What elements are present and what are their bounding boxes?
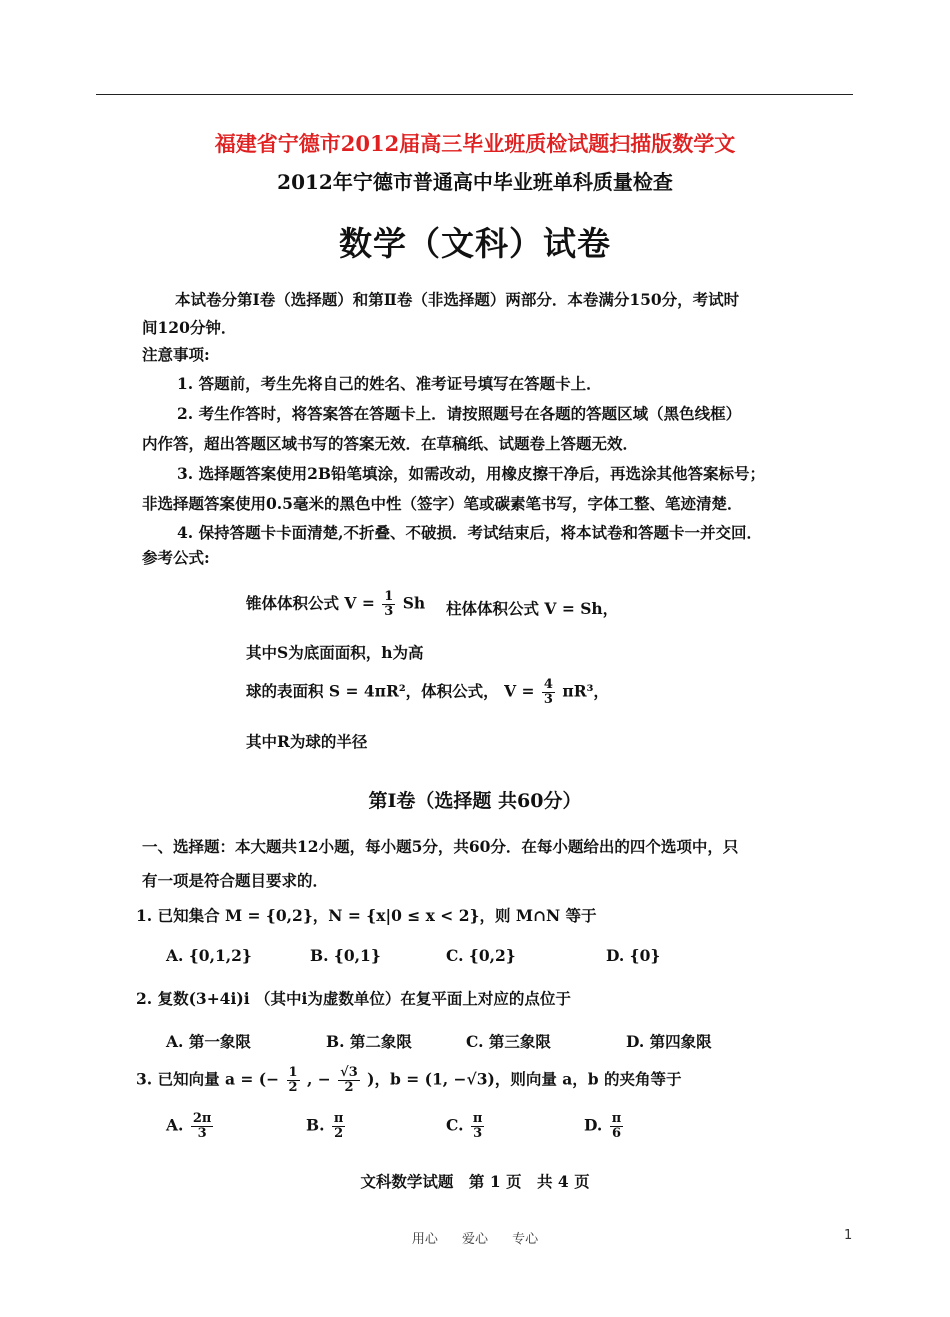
formulas-heading: 参考公式: bbox=[142, 548, 210, 567]
question-3-fraction-1-num: 1 bbox=[288, 1065, 298, 1080]
question-3-option-a bbox=[166, 1112, 215, 1141]
question-3-option-d-label: D. bbox=[584, 1115, 603, 1135]
question-3-option-b-num: π bbox=[333, 1111, 344, 1126]
question-3-option-c-fraction bbox=[471, 1112, 485, 1141]
header-rule bbox=[96, 94, 853, 95]
question-1-option-d: D. {0} bbox=[606, 946, 661, 965]
sphere-label: 球的表面积 S = 4πR²，体积公式， bbox=[246, 681, 499, 701]
volume-fraction bbox=[542, 678, 555, 707]
question-3-fraction-2-den: 2 bbox=[344, 1080, 354, 1095]
question-3-option-c-den: 3 bbox=[473, 1126, 483, 1141]
volume-fraction-den: 3 bbox=[543, 692, 553, 707]
note-item-1: 1. 答题前，考生先将自己的姓名、准考证号填写在答题卡上． bbox=[177, 374, 602, 393]
cone-lhs: V = bbox=[344, 593, 375, 613]
note-item-2a: 2. 考生作答时，将答案答在答题卡上．请按照题号在各题的答题区域（黑色线框） bbox=[177, 404, 742, 423]
question-3-stem bbox=[136, 1066, 682, 1095]
question-1-option-a: A. {0,1,2} bbox=[166, 946, 252, 965]
question-3-option-c-num: π bbox=[472, 1111, 483, 1126]
note-item-2b: 内作答，超出答题区域书写的答案无效．在草稿纸、试题卷上答题无效． bbox=[142, 434, 639, 453]
question-3-option-a-fraction bbox=[191, 1112, 214, 1141]
question-2-stem: 2. 复数(3+4i)i （其中i为虚数单位）在复平面上对应的点位于 bbox=[136, 989, 571, 1008]
section-1-instructions-a: 一、选择题：本大题共12小题，每小题5分，共60分．在每小题给出的四个选项中，只 bbox=[142, 837, 739, 856]
question-3-fraction-1 bbox=[287, 1066, 300, 1095]
exam-page-footer: 文科数学试题 第 1 页 共 4 页 bbox=[360, 1172, 590, 1191]
cone-label: 锥体体积公式 bbox=[246, 593, 340, 613]
page-number: 1 bbox=[844, 1228, 853, 1243]
question-1-option-b: B. {0,1} bbox=[310, 946, 381, 965]
cone-fraction bbox=[382, 590, 395, 619]
exam-subtitle: 2012年宁德市普通高中毕业班单科质量检查 bbox=[277, 170, 673, 194]
question-1-option-c: C. {0,2} bbox=[446, 946, 516, 965]
note-item-3b: 非选择题答案使用0.5毫米的黑色中性（签字）笔或碳素笔书写，字体工整、笔迹清楚． bbox=[142, 494, 743, 513]
cone-fraction-num: 1 bbox=[384, 589, 394, 604]
volume-rhs: πR³， bbox=[562, 681, 609, 701]
question-3-fraction-2-num: √3 bbox=[340, 1065, 358, 1080]
question-3-fraction-1-den: 2 bbox=[288, 1080, 298, 1095]
cylinder-formula: 柱体体积公式 V = Sh， bbox=[446, 599, 619, 618]
question-2-option-d: D. 第四象限 bbox=[626, 1032, 712, 1051]
question-3-option-c bbox=[446, 1112, 486, 1141]
intro-line-1: 本试卷分第Ⅰ卷（选择题）和第Ⅱ卷（非选择题）两部分．本卷满分150分，考试时 bbox=[175, 290, 740, 309]
section-1-title: 第Ⅰ卷（选择题 共60分） bbox=[368, 790, 582, 812]
question-3-option-b-fraction bbox=[332, 1112, 346, 1141]
question-3-option-d bbox=[584, 1112, 625, 1141]
question-3-option-a-label: A. bbox=[166, 1115, 184, 1135]
volume-fraction-num: 4 bbox=[543, 677, 553, 692]
document-motto: 用心 爱心 专心 bbox=[411, 1232, 539, 1247]
volume-lhs: V = bbox=[504, 681, 535, 701]
sphere-formula bbox=[246, 678, 609, 707]
question-3-option-a-num: 2π bbox=[192, 1111, 212, 1126]
question-3-option-b bbox=[306, 1112, 347, 1141]
question-3-option-c-label: C. bbox=[446, 1115, 464, 1135]
cone-rhs: Sh bbox=[402, 593, 426, 613]
cone-fraction-den: 3 bbox=[384, 604, 394, 619]
question-3-fraction-2 bbox=[338, 1066, 360, 1095]
document-red-title: 福建省宁德市2012届高三毕业班质检试题扫描版数学文 bbox=[214, 131, 736, 156]
question-3-stem-part-c: )，b = (1, −√3)，则向量 a，b 的夹角等于 bbox=[367, 1069, 682, 1089]
note-item-4: 4. 保持答题卡卡面清楚,不折叠、不破损．考试结束后，将本试卷和答题卡一并交回． bbox=[177, 523, 762, 542]
question-2-option-a: A. 第一象限 bbox=[166, 1032, 251, 1051]
question-1-stem: 1. 已知集合 M = {0,2}，N = {x|0 ≤ x < 2}，则 M∩N 等于 bbox=[136, 906, 597, 925]
notes-heading: 注意事项: bbox=[142, 345, 210, 364]
cone-formula bbox=[246, 590, 425, 619]
question-3-option-b-den: 2 bbox=[334, 1126, 344, 1141]
note-item-3a: 3. 选择题答案使用2B铅笔填涂，如需改动，用橡皮擦干净后，再选涂其他答案标号； bbox=[177, 464, 765, 483]
exam-main-title: 数学（文科）试卷 bbox=[339, 224, 611, 263]
question-3-option-d-den: 6 bbox=[611, 1126, 621, 1141]
question-3-stem-part-b: , − bbox=[306, 1069, 331, 1089]
question-3-option-d-fraction bbox=[610, 1112, 624, 1141]
question-3-option-d-num: π bbox=[611, 1111, 622, 1126]
question-3-stem-part-a: 3. 已知向量 a = (− bbox=[136, 1069, 280, 1089]
question-2-option-b: B. 第二象限 bbox=[326, 1032, 412, 1051]
section-1-instructions-b: 有一项是符合题目要求的． bbox=[142, 871, 329, 890]
formula-note-2: 其中R为球的半径 bbox=[246, 732, 368, 751]
question-3-option-b-label: B. bbox=[306, 1115, 325, 1135]
intro-line-2: 间120分钟． bbox=[142, 318, 237, 337]
question-2-option-c: C. 第三象限 bbox=[466, 1032, 551, 1051]
formula-note-1: 其中S为底面面积，h为高 bbox=[246, 643, 424, 662]
question-3-option-a-den: 3 bbox=[197, 1126, 207, 1141]
